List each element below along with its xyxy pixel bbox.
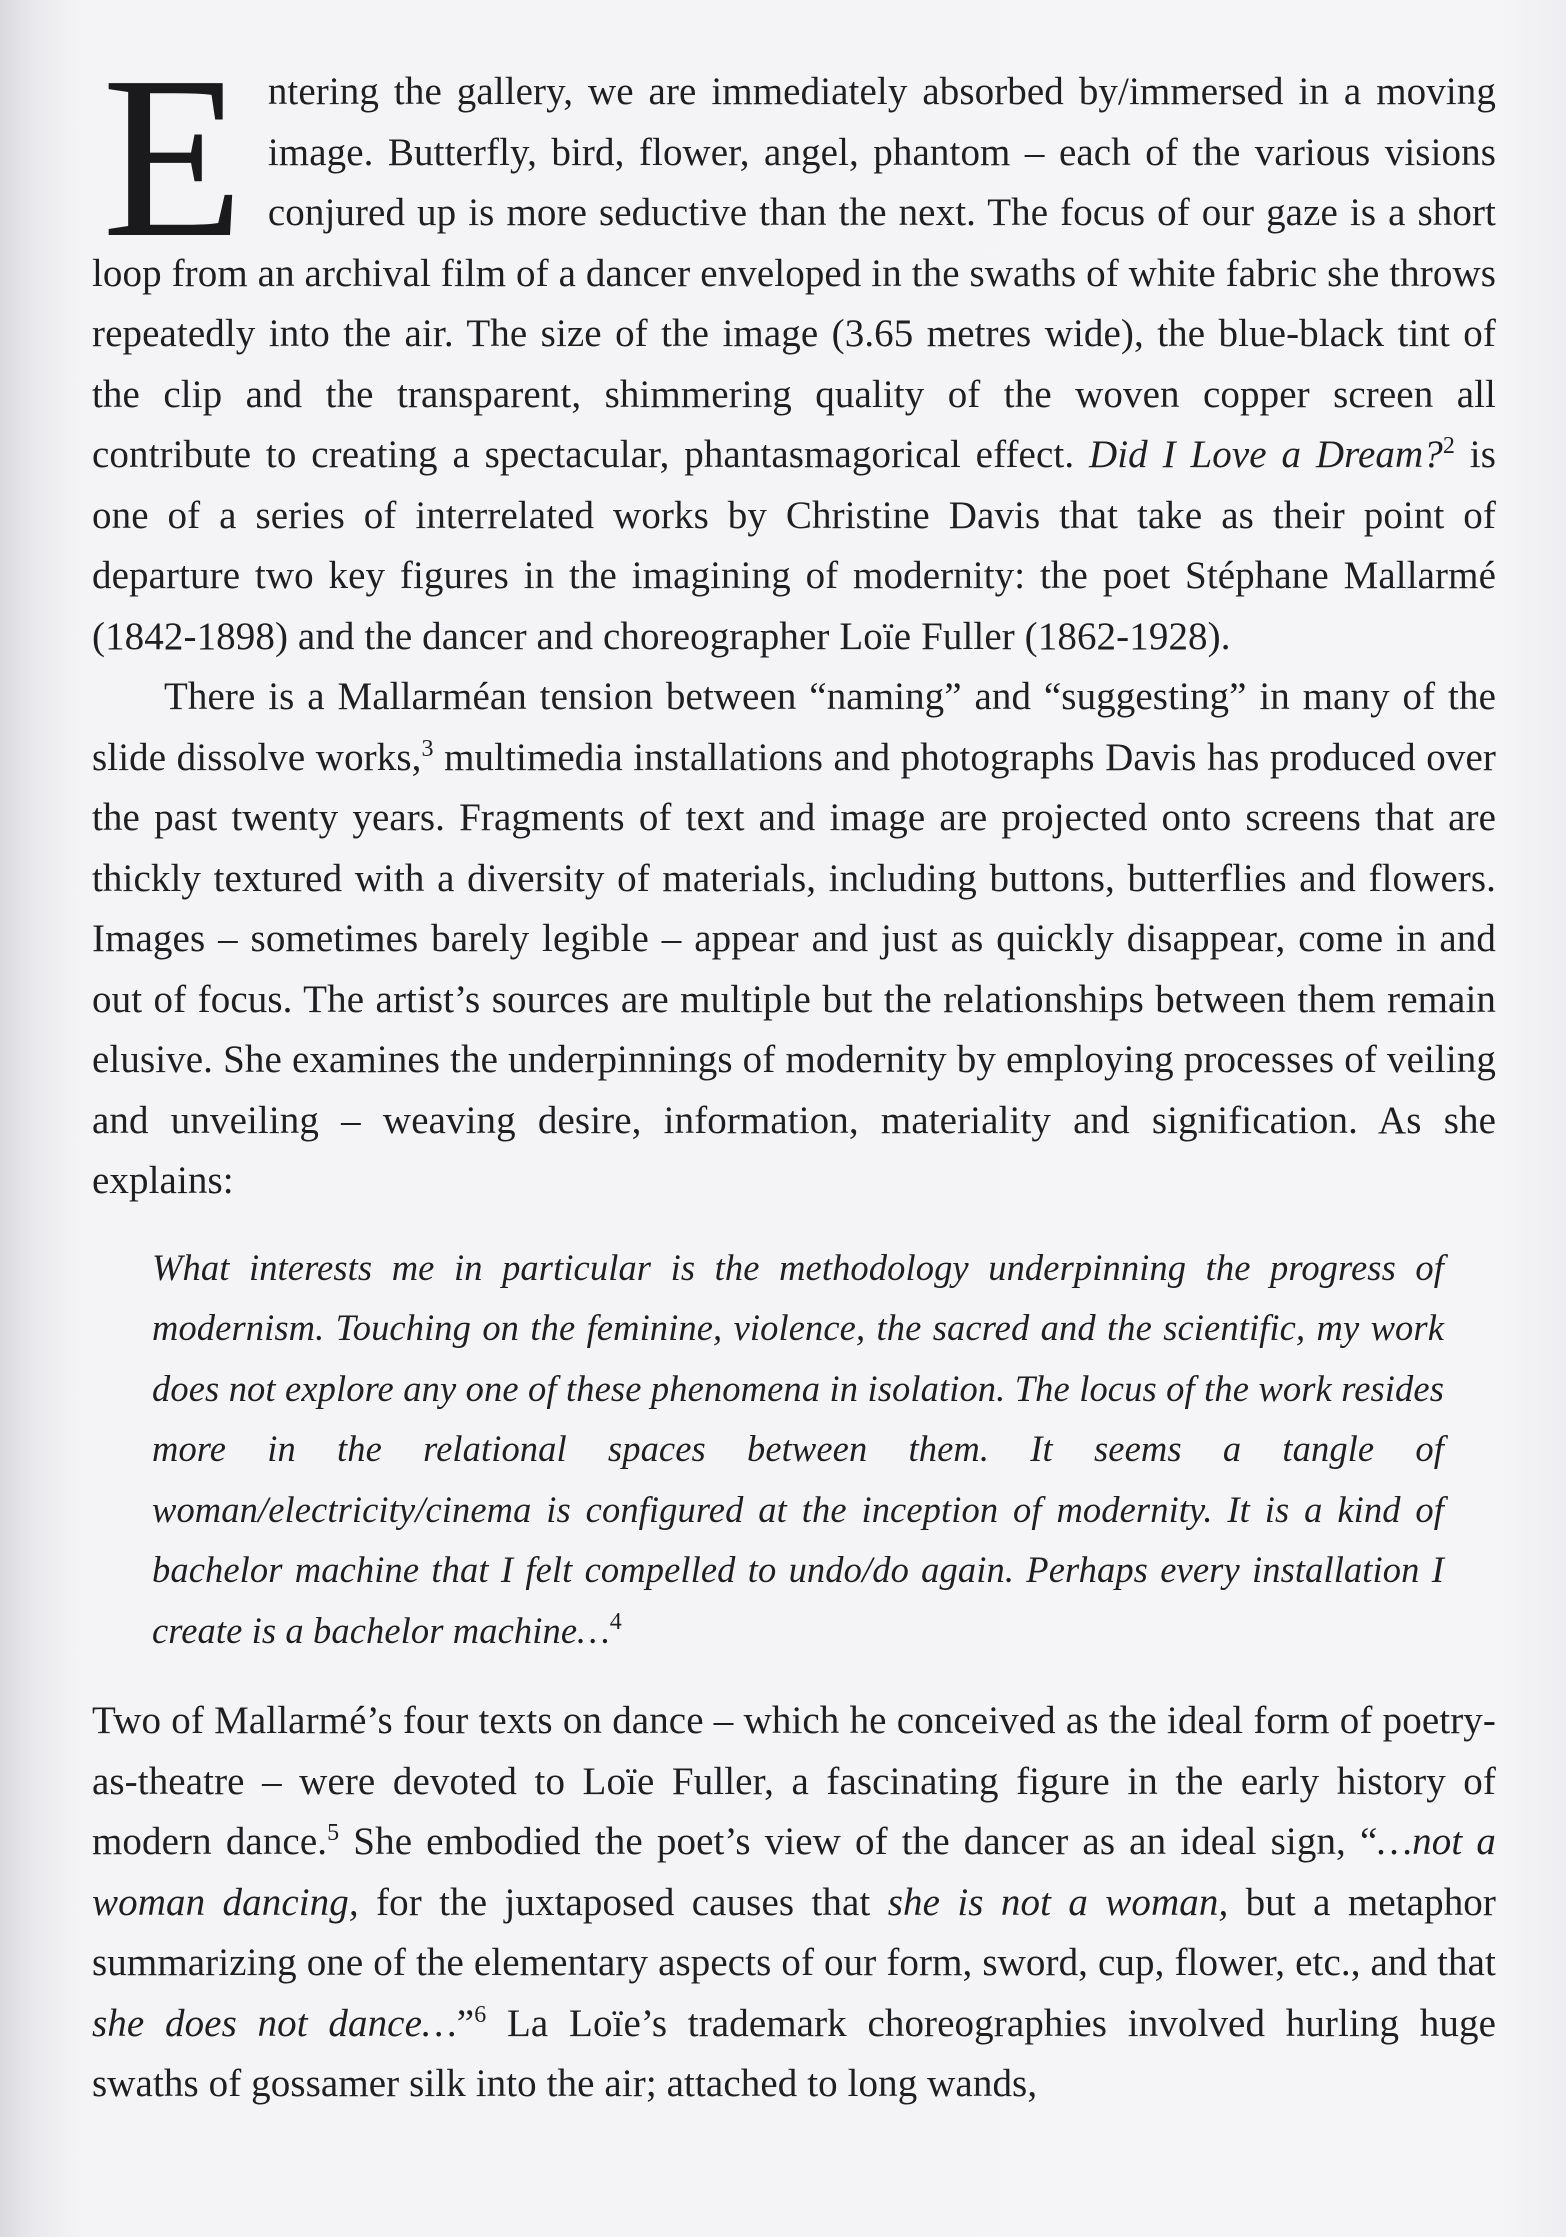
paragraph-1 xyxy=(92,29,1496,667)
essay-text xyxy=(92,29,1496,2115)
drop-cap: E xyxy=(102,29,244,286)
paragraph-3-text-c: for the juxtaposed causes that xyxy=(358,1880,888,1924)
paragraph-1-text-cont: is one of a series of interrelated works by Christine Davis that take as their point of departure two key figures in the imagining of modernity: the poet Stéphane Mallarmé (1842-1898) and the dancer and choreographer Loïe Fuller (1862-1928). xyxy=(92,433,1496,658)
paragraph-3 xyxy=(92,1691,1496,2115)
block-quote xyxy=(152,1238,1444,1662)
paragraph-3-text: Two of Mallarmé’s four texts on dance – which he conceived as the ideal form of poetry-as-theatre – were devoted to Loïe Fuller, a fascinating figure in the early history of modern dance. xyxy=(92,1699,1496,1863)
paragraph-3-text-f: La Loïe’s trademark choreographies involved hurling huge swaths of gossamer silk into the air; attached to long wands, xyxy=(92,2001,1496,2105)
paragraph-3-text-b: She embodied the poet’s view of the dancer as an ideal sign, “ xyxy=(339,1820,1378,1863)
footnote-ref-4: 4 xyxy=(609,1608,622,1635)
paragraph-3-text-e: ” xyxy=(456,2001,475,2045)
footnote-ref-5: 5 xyxy=(327,1820,340,1846)
paragraph-2-text: There is a Mallarméan tension between “naming” and “suggesting” in many of the slide dissolve works, xyxy=(92,675,1496,779)
italic-quote-1: …not a woman dancing, xyxy=(92,1820,1496,1924)
artwork-title: Did I Love a Dream? xyxy=(1088,433,1443,476)
paragraph-3-text-d: but a metaphor summarizing one of the elementary aspects of our form, sword, cup, flower, etc., and that xyxy=(92,1880,1496,1984)
paragraph-1-text: ntering the gallery, we are immediately absorbed by/immersed in a moving image. Butterfly, bird, flower, angel, phantom – each of the various visions conjured up is more seductive than the next. The focus of our gaze is a short loop from an archival film of a dancer enveloped in the swaths of white fabric she throws repeatedly into the air. The size of the image (3.65 metres wide), the blue-black tint of the clip and the transparent, shimmering quality of the woven copper screen all contribute to creating a spectacular, phantasmagorical effect. xyxy=(92,70,1496,476)
italic-quote-3: she does not dance… xyxy=(92,2001,457,2045)
paragraph-2-text-cont: multimedia installations and photographs Davis has produced over the past twenty years. Fragments of text and image are projected onto screens that are thickly textured with a diversity of materials, including buttons, butterflies and flowers. Images – sometimes barely legible – appear and just as quickly disappear, come in and out of focus. The artist’s sources are multiple but the relationships between them remain elusive. She examines the underpinnings of modernity by employing processes of veiling and unveiling – weaving desire, information, materiality and signification. As she explains: xyxy=(92,735,1496,1202)
italic-quote-2: she is not a woman, xyxy=(887,1880,1229,1924)
paragraph-2 xyxy=(92,667,1496,1212)
footnote-ref-3: 3 xyxy=(421,735,434,762)
footnote-ref-2: 2 xyxy=(1442,433,1455,459)
footnote-ref-6: 6 xyxy=(474,2001,487,2028)
block-quote-text: What interests me in particular is the methodology underpinning the progress of modernism. Touching on the feminine, violence, the sacred and the scientific, my work does not explore any one of these phenomena in isolation. The locus of the work resides more in the relational spaces between them. It seems a tangle of woman/electricity/cinema is configured at the inception of modernity. It is a kind of bachelor machine that I felt compelled to undo/do again. Perhaps every installation I create is a bachelor machine… xyxy=(152,1246,1444,1651)
